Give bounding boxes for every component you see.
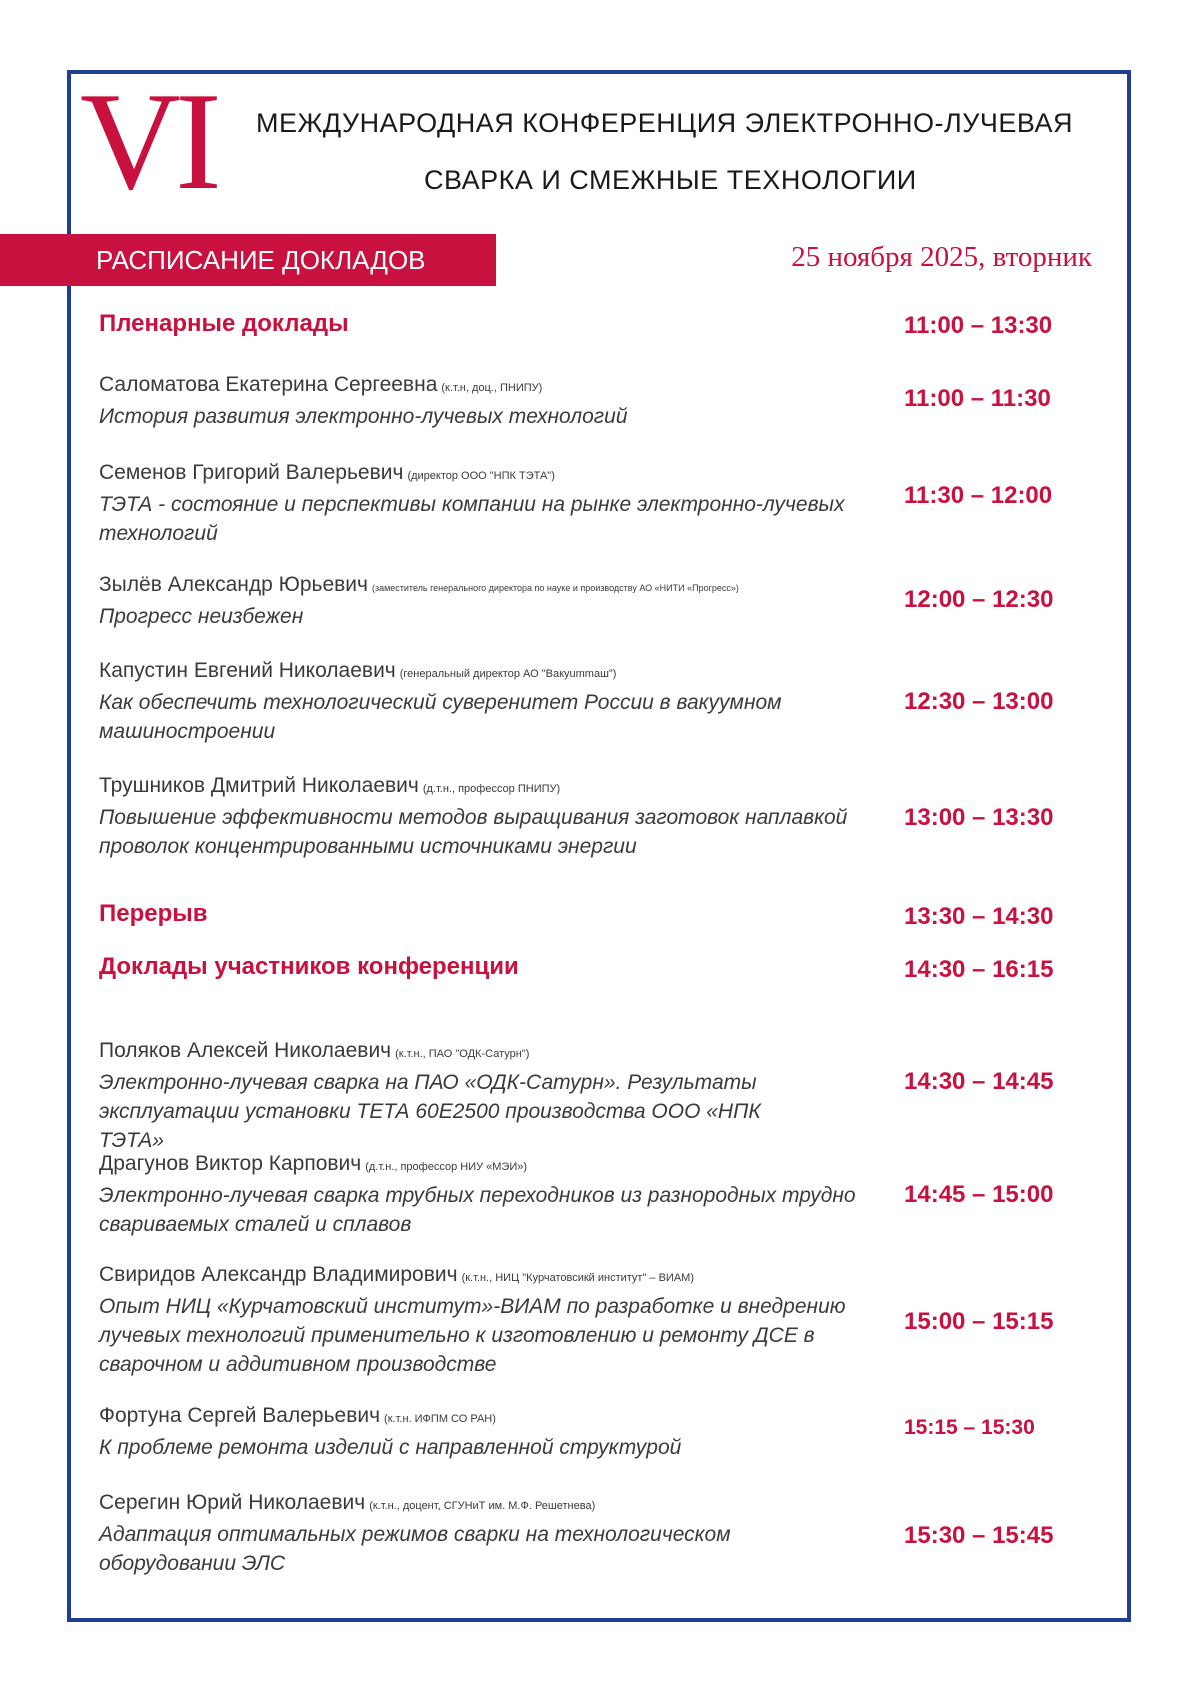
talk-item <box>99 571 919 631</box>
participants-section-time: 14:30 – 16:15 <box>904 956 1054 983</box>
speaker-affiliation: (директор ООО "НПК ТЭТА") <box>407 470 555 482</box>
talk-item <box>99 772 859 861</box>
talk-time: 14:45 – 15:00 <box>904 1181 1054 1208</box>
talk-topic: Электронно-лучевая сварка на ПАО «ОДК-Сатурн». Результаты эксплуатации установки ТЕТА 60Е2500 производства ООО «НПК ТЭТА» <box>99 1071 761 1152</box>
speaker-name: Саломатова Екатерина Сергеевна <box>99 373 438 396</box>
speaker-affiliation: (генеральный директор АО "Вакуummаш") <box>399 668 617 680</box>
speaker-name: Зылёв Александр Юрьевич <box>99 573 368 596</box>
speaker-affiliation: (д.т.н., профессор ПНИПУ) <box>422 783 561 795</box>
conference-title-line-2: СВАРКА И СМЕЖНЫЕ ТЕХНОЛОГИИ <box>424 165 917 195</box>
talk-time: 14:30 – 14:45 <box>904 1068 1054 1095</box>
talk-item <box>99 371 899 431</box>
speaker-affiliation: (к.т.н. ИФПМ СО РАН) <box>384 1413 496 1425</box>
speaker-name: Трушников Дмитрий Николаевич <box>99 774 419 797</box>
schedule-banner-label: РАСПИСАНИЕ ДОКЛАДОВ <box>96 245 426 275</box>
speaker-affiliation: (к.т.н., доцент, СГУНиТ им. М.Ф. Решетнева) <box>369 1500 596 1512</box>
plenary-section-time: 11:00 – 13:30 <box>904 312 1053 339</box>
talk-item <box>99 1402 899 1462</box>
talk-time: 12:00 – 12:30 <box>904 586 1054 613</box>
talk-item <box>99 1489 829 1578</box>
talk-topic: История развития электронно-лучевых технологий <box>99 405 628 428</box>
schedule-banner <box>0 234 496 286</box>
talk-time: 15:00 – 15:15 <box>904 1308 1054 1335</box>
speaker-name: Капустин Евгений Николаевич <box>99 659 396 682</box>
speaker-name: Фортуна Сергей Валерьевич <box>99 1404 381 1427</box>
speaker-affiliation: (к.т.н., ПАО "ОДК-Сатурн") <box>395 1048 530 1060</box>
talk-topic: К проблеме ремонта изделий с направленной структурой <box>99 1436 682 1459</box>
speaker-line <box>99 1489 829 1520</box>
event-date: 25 ноября 2025, вторник <box>791 241 1092 273</box>
talk-topic: Электронно-лучевая сварка трубных переходников из разнородных трудно свариваемых сталей и сплавов <box>99 1184 856 1236</box>
talk-topic: Адаптация оптимальных режимов сварки на технологическом оборудовании ЭЛС <box>99 1523 731 1575</box>
speaker-affiliation: (д.т.н., профессор НИУ «МЭИ») <box>365 1161 528 1173</box>
talk-item <box>99 1037 829 1155</box>
speaker-name: Серегин Юрий Николаевич <box>99 1491 366 1514</box>
speaker-name: Драгунов Виктор Карпович <box>99 1152 362 1175</box>
talk-time: 11:30 – 12:00 <box>904 482 1053 509</box>
break-time: 13:30 – 14:30 <box>904 903 1054 930</box>
talk-time: 11:00 – 11:30 <box>904 385 1051 412</box>
talk-item <box>99 657 799 746</box>
speaker-name: Семенов Григорий Валерьевич <box>99 461 404 484</box>
speaker-line <box>99 1150 869 1181</box>
break-title: Перерыв <box>99 900 208 927</box>
speaker-line <box>99 571 919 602</box>
plenary-section-title: Пленарные доклады <box>99 310 349 337</box>
speaker-affiliation: (к.т.н, доц., ПНИПУ) <box>441 382 543 394</box>
conference-number: VI <box>80 64 216 219</box>
talk-item <box>99 1150 869 1239</box>
speaker-name: Поляков Алексей Николаевич <box>99 1039 392 1062</box>
speaker-line <box>99 1402 899 1433</box>
talk-topic: Как обеспечить технологический суверенитет России в вакуумном машиностроении <box>99 691 782 743</box>
speaker-line <box>99 1261 859 1292</box>
talk-topic: Опыт НИЦ «Курчатовский институт»-ВИАМ по разработке и внедрению лучевых технологий применительно к изготовлению и ремонту ДСЕ в сварочном и аддитивном производстве <box>99 1295 846 1376</box>
participants-section-title: Доклады участников конференции <box>99 953 519 980</box>
talk-time: 13:00 – 13:30 <box>904 804 1054 831</box>
talk-time: 12:30 – 13:00 <box>904 688 1054 715</box>
talk-topic: Прогресс неизбежен <box>99 605 304 628</box>
speaker-affiliation: (заместитель генерального директора по науке и производству АО «НИТИ «Прогресс») <box>371 583 739 593</box>
speaker-affiliation: (к.т.н., НИЦ "Курчатовсикй институт" – ВИАМ) <box>461 1272 694 1284</box>
speaker-line <box>99 1037 829 1068</box>
speaker-line <box>99 657 799 688</box>
speaker-line <box>99 459 859 490</box>
talk-time: 15:30 – 15:45 <box>904 1522 1054 1549</box>
speaker-line <box>99 371 899 402</box>
talk-topic: Повышение эффективности методов выращивания заготовок наплавкой проволок концентрированными источниками энергии <box>99 806 848 858</box>
talk-item <box>99 459 859 548</box>
talk-topic: ТЭТА - состояние и перспективы компании на рынке электронно-лучевых технологий <box>99 493 845 545</box>
talk-time: 15:15 – 15:30 <box>904 1416 1035 1439</box>
speaker-line <box>99 772 859 803</box>
talk-item <box>99 1261 859 1379</box>
conference-title-line-1: МЕЖДУНАРОДНАЯ КОНФЕРЕНЦИЯ ЭЛЕКТРОННО-ЛУЧЕВАЯ <box>256 108 1074 138</box>
speaker-name: Свиридов Александр Владимирович <box>99 1263 458 1286</box>
